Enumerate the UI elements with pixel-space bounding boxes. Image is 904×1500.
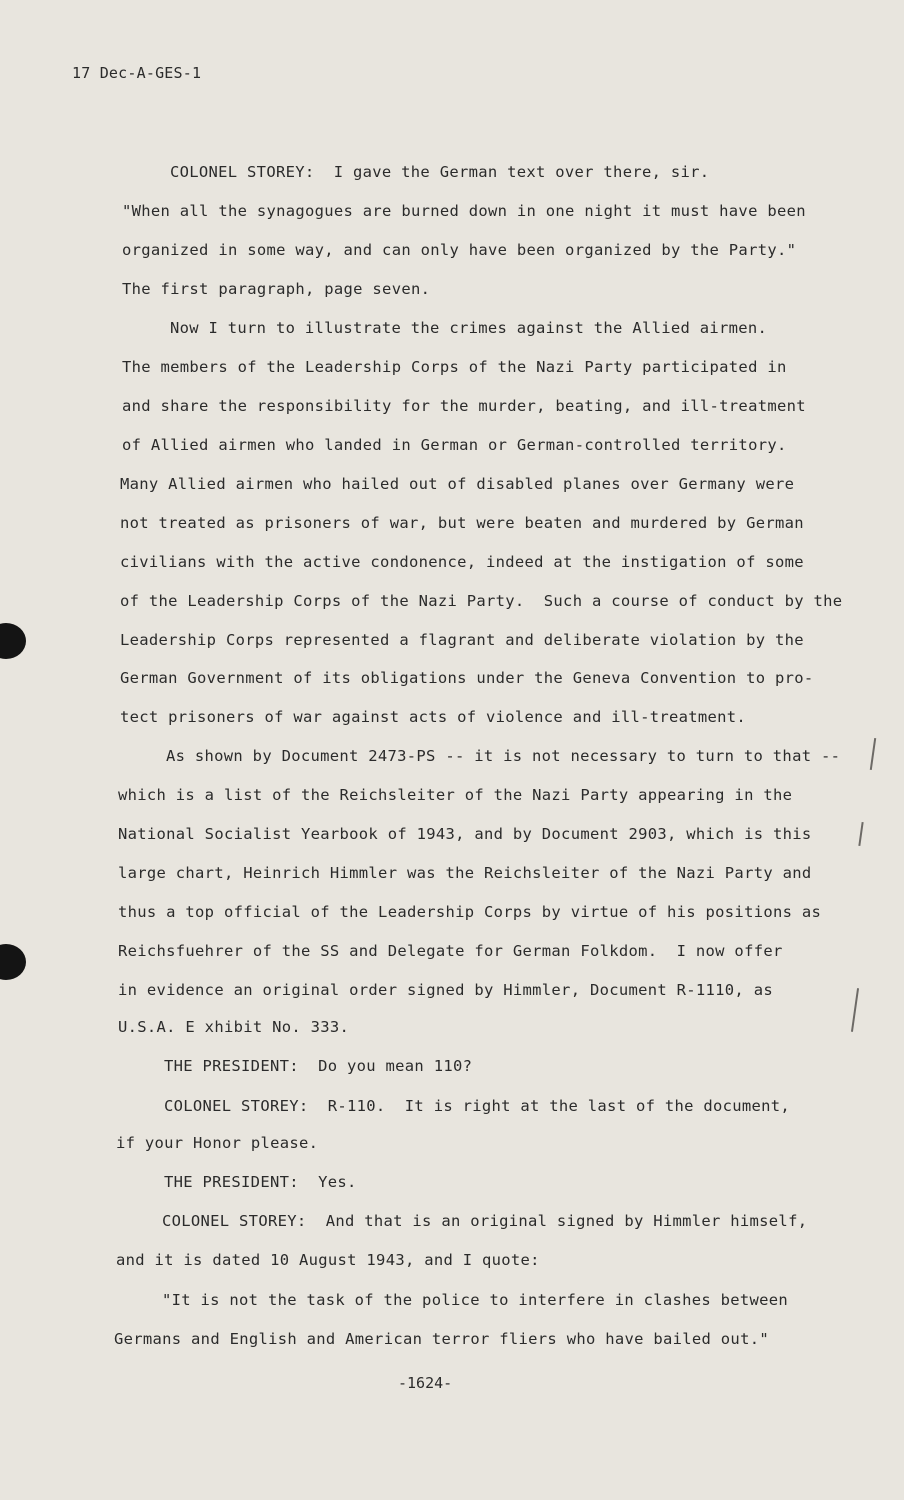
page-number: -1624-: [398, 1374, 453, 1392]
punch-hole-bottom: [0, 944, 26, 980]
text-line: organized in some way, and can only have been organized by the Party.": [122, 241, 797, 259]
text-line: Leadership Corps represented a flagrant and deliberate violation by the: [120, 631, 804, 649]
text-line: As shown by Document 2473-PS -- it is not necessary to turn to that --: [166, 747, 841, 765]
text-line: which is a list of the Reichsleiter of the Nazi Party appearing in the: [118, 786, 793, 804]
text-line: The first paragraph, page seven.: [122, 280, 431, 298]
text-line: COLONEL STOREY: R-110. It is right at the last of the document,: [164, 1097, 791, 1115]
margin-mark: [851, 988, 859, 1032]
text-line: of Allied airmen who landed in German or German-controlled territory.: [122, 436, 787, 454]
text-line: THE PRESIDENT: Do you mean 110?: [164, 1057, 473, 1075]
text-line: German Government of its obligations under the Geneva Convention to pro-: [120, 669, 814, 687]
text-line: and it is dated 10 August 1943, and I quote:: [116, 1251, 540, 1269]
text-line: Now I turn to illustrate the crimes against the Allied airmen.: [170, 319, 768, 337]
text-line: Reichsfuehrer of the SS and Delegate for German Folkdom. I now offer: [118, 942, 783, 960]
punch-hole-top: [0, 623, 26, 659]
text-line: not treated as prisoners of war, but were beaten and murdered by German: [120, 514, 804, 532]
text-line: Germans and English and American terror fliers who have bailed out.": [114, 1330, 769, 1348]
text-line: tect prisoners of war against acts of violence and ill-treatment.: [120, 708, 747, 726]
text-line: civilians with the active condonence, indeed at the instigation of some: [120, 553, 804, 571]
text-line: "It is not the task of the police to interfere in clashes between: [162, 1291, 789, 1309]
margin-mark: [858, 822, 863, 846]
text-line: U.S.A. E xhibit No. 333.: [118, 1018, 350, 1036]
text-line: COLONEL STOREY: And that is an original signed by Himmler himself,: [162, 1212, 808, 1230]
text-line: of the Leadership Corps of the Nazi Party. Such a course of conduct by the: [120, 592, 843, 610]
text-line: thus a top official of the Leadership Corps by virtue of his positions as: [118, 903, 822, 921]
text-line: The members of the Leadership Corps of the Nazi Party participated in: [122, 358, 787, 376]
text-line: National Socialist Yearbook of 1943, and by Document 2903, which is this: [118, 825, 812, 843]
margin-mark: [870, 738, 876, 770]
text-line: large chart, Heinrich Himmler was the Reichsleiter of the Nazi Party and: [118, 864, 812, 882]
text-line: THE PRESIDENT: Yes.: [164, 1173, 357, 1191]
text-line: if your Honor please.: [116, 1134, 319, 1152]
text-line: in evidence an original order signed by Himmler, Document R-1110, as: [118, 981, 773, 999]
text-line: and share the responsibility for the murder, beating, and ill-treatment: [122, 397, 806, 415]
text-line: Many Allied airmen who hailed out of disabled planes over Germany were: [120, 475, 795, 493]
document-reference: 17 Dec-A-GES-1: [72, 64, 202, 82]
text-line: COLONEL STOREY: I gave the German text over there, sir.: [170, 163, 710, 181]
text-line: "When all the synagogues are burned down in one night it must have been: [122, 202, 806, 220]
